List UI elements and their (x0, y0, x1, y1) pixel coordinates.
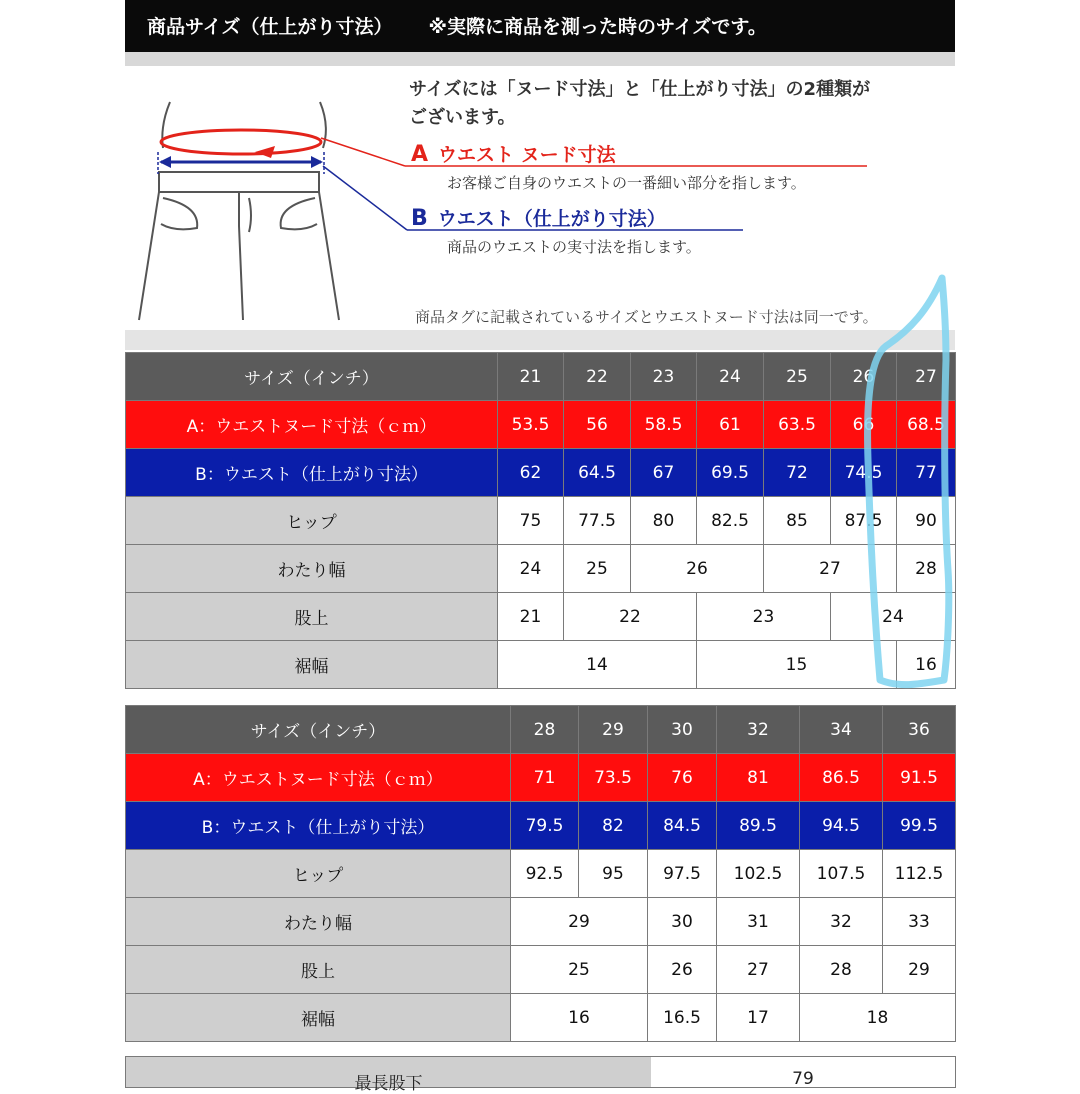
waist-nude-title (411, 140, 616, 167)
waist-nude-cell: 61 (697, 401, 764, 449)
table-row (126, 449, 956, 497)
tag-size-note: 商品タグに記載されているサイズとウエストヌード寸法は同一です。 (415, 308, 878, 326)
rise-cell: 22 (564, 593, 697, 641)
waist-nude-cell: 53.5 (498, 401, 564, 449)
rise-cell: 26 (648, 946, 717, 994)
hip-cell: 95 (579, 850, 648, 898)
size-cell: 28 (511, 706, 579, 754)
table-row (126, 754, 956, 802)
size-cell: 23 (631, 353, 697, 401)
table-row (126, 706, 956, 754)
waist-finished-cell: 94.5 (800, 802, 883, 850)
row-label-hip: ヒップ (126, 850, 511, 898)
size-explanation-line2: ございます。 (409, 107, 516, 128)
waist-finished-cell: 79.5 (511, 802, 579, 850)
hip-cell: 82.5 (697, 497, 764, 545)
size-cell: 27 (897, 353, 956, 401)
header-text (147, 12, 767, 39)
hip-cell: 92.5 (511, 850, 579, 898)
table-row (126, 401, 956, 449)
inseam-label-cell (125, 1056, 652, 1094)
size-cell: 30 (648, 706, 717, 754)
hip-cell: 102.5 (717, 850, 800, 898)
table-row (126, 545, 956, 593)
waist-finished-cell: 72 (764, 449, 831, 497)
table-row (126, 497, 956, 545)
table-row (126, 802, 956, 850)
table-row (126, 898, 956, 946)
hip-cell: 97.5 (648, 850, 717, 898)
waist-nude-cell: 58.5 (631, 401, 697, 449)
waist-finished-cell: 69.5 (697, 449, 764, 497)
rise-cell: 24 (831, 593, 956, 641)
header-note: ※実際に商品を測った時のサイズです。 (428, 16, 767, 38)
waist-finished-description: 商品のウエストの実寸法を指します。 (447, 238, 701, 256)
row-label-hip: ヒップ (126, 497, 498, 545)
waist-nude-cell: 86.5 (800, 754, 883, 802)
row-label-hem: 裾幅 (126, 641, 498, 689)
row-label-waist-finished: B：ウエスト（仕上がり寸法） (126, 802, 511, 850)
rise-cell: 28 (800, 946, 883, 994)
thigh-cell: 31 (717, 898, 800, 946)
row-label-waist-nude: A：ウエストヌード寸法（ｃｍ） (126, 754, 511, 802)
table-row (126, 353, 956, 401)
hip-cell: 107.5 (800, 850, 883, 898)
thigh-cell: 28 (897, 545, 956, 593)
hip-cell: 112.5 (883, 850, 956, 898)
waist-nude-description: お客様ご自身のウエストの一番細い部分を指します。 (447, 174, 806, 192)
waist-nude-cell: 73.5 (579, 754, 648, 802)
label-a: A (411, 142, 429, 167)
hem-cell: 16 (511, 994, 648, 1042)
waist-nude-cell: 71 (511, 754, 579, 802)
waist-nude-cell: 66 (831, 401, 897, 449)
table-row (126, 994, 956, 1042)
waist-nude-title-text: ウエスト ヌード寸法 (438, 144, 616, 166)
rise-cell: 25 (511, 946, 648, 994)
size-cell: 32 (717, 706, 800, 754)
size-cell: 25 (764, 353, 831, 401)
divider-strip (125, 52, 955, 66)
waist-finished-cell: 74.5 (831, 449, 897, 497)
size-table-2 (125, 705, 956, 1042)
rise-cell: 23 (697, 593, 831, 641)
waist-finished-cell: 67 (631, 449, 697, 497)
waist-nude-cell: 68.5 (897, 401, 956, 449)
thigh-cell: 27 (764, 545, 897, 593)
size-explanation-line1: サイズには「ヌード寸法」と「仕上がり寸法」の2種類が (409, 79, 871, 100)
hip-cell: 90 (897, 497, 956, 545)
size-cell: 36 (883, 706, 956, 754)
waist-finished-cell: 82 (579, 802, 648, 850)
thigh-cell: 30 (648, 898, 717, 946)
waist-finished-cell: 84.5 (648, 802, 717, 850)
row-label-thigh: わたり幅 (126, 898, 511, 946)
waist-finished-title (411, 204, 666, 231)
label-b: B (411, 206, 428, 231)
table-row (126, 946, 956, 994)
row-label-waist-nude: A：ウエストヌード寸法（ｃｍ） (126, 401, 498, 449)
rise-cell: 29 (883, 946, 956, 994)
waist-finished-cell: 77 (897, 449, 956, 497)
table-row (126, 641, 956, 689)
size-cell: 34 (800, 706, 883, 754)
inseam-label: 最長股下 (354, 1074, 423, 1094)
divider-strip-2 (125, 330, 955, 350)
pen-annotation-icon (840, 270, 960, 710)
size-cell: 24 (697, 353, 764, 401)
thigh-cell: 32 (800, 898, 883, 946)
row-label-thigh: わたり幅 (126, 545, 498, 593)
size-explanation (409, 76, 870, 132)
header-bar (125, 0, 955, 52)
row-label-hem: 裾幅 (126, 994, 511, 1042)
waist-diagram-section (125, 66, 955, 330)
hem-cell: 15 (697, 641, 897, 689)
table-row (126, 593, 956, 641)
rise-cell: 21 (498, 593, 564, 641)
hem-cell: 16.5 (648, 994, 717, 1042)
size-cell: 22 (564, 353, 631, 401)
waist-finished-title-text: ウエスト（仕上がり寸法） (437, 208, 666, 230)
header-title: 商品サイズ（仕上がり寸法） (147, 16, 393, 38)
thigh-cell: 25 (564, 545, 631, 593)
waist-nude-cell: 76 (648, 754, 717, 802)
row-label-rise: 股上 (126, 593, 498, 641)
row-label-size: サイズ（インチ） (126, 706, 511, 754)
row-label-waist-finished: B：ウエスト（仕上がり寸法） (126, 449, 498, 497)
waist-nude-cell: 63.5 (764, 401, 831, 449)
waist-finished-cell: 62 (498, 449, 564, 497)
waist-nude-cell: 81 (717, 754, 800, 802)
hem-cell: 16 (897, 641, 956, 689)
size-table-1 (125, 352, 956, 689)
row-label-size: サイズ（インチ） (126, 353, 498, 401)
hip-cell: 80 (631, 497, 697, 545)
waist-finished-cell: 89.5 (717, 802, 800, 850)
thigh-cell: 33 (883, 898, 956, 946)
rise-cell: 27 (717, 946, 800, 994)
hem-cell: 14 (498, 641, 697, 689)
hip-cell: 87.5 (831, 497, 897, 545)
size-cell: 21 (498, 353, 564, 401)
waist-nude-cell: 91.5 (883, 754, 956, 802)
hem-cell: 18 (800, 994, 956, 1042)
thigh-cell: 26 (631, 545, 764, 593)
hip-cell: 75 (498, 497, 564, 545)
hem-cell: 17 (717, 994, 800, 1042)
inseam-value: 79 (792, 1069, 814, 1089)
waist-finished-cell: 64.5 (564, 449, 631, 497)
table-row (126, 850, 956, 898)
thigh-cell: 24 (498, 545, 564, 593)
size-cell: 26 (831, 353, 897, 401)
waist-nude-cell: 56 (564, 401, 631, 449)
row-label-rise: 股上 (126, 946, 511, 994)
thigh-cell: 29 (511, 898, 648, 946)
size-cell: 29 (579, 706, 648, 754)
hip-cell: 85 (764, 497, 831, 545)
hip-cell: 77.5 (564, 497, 631, 545)
inseam-value-cell (651, 1056, 956, 1088)
waist-finished-cell: 99.5 (883, 802, 956, 850)
